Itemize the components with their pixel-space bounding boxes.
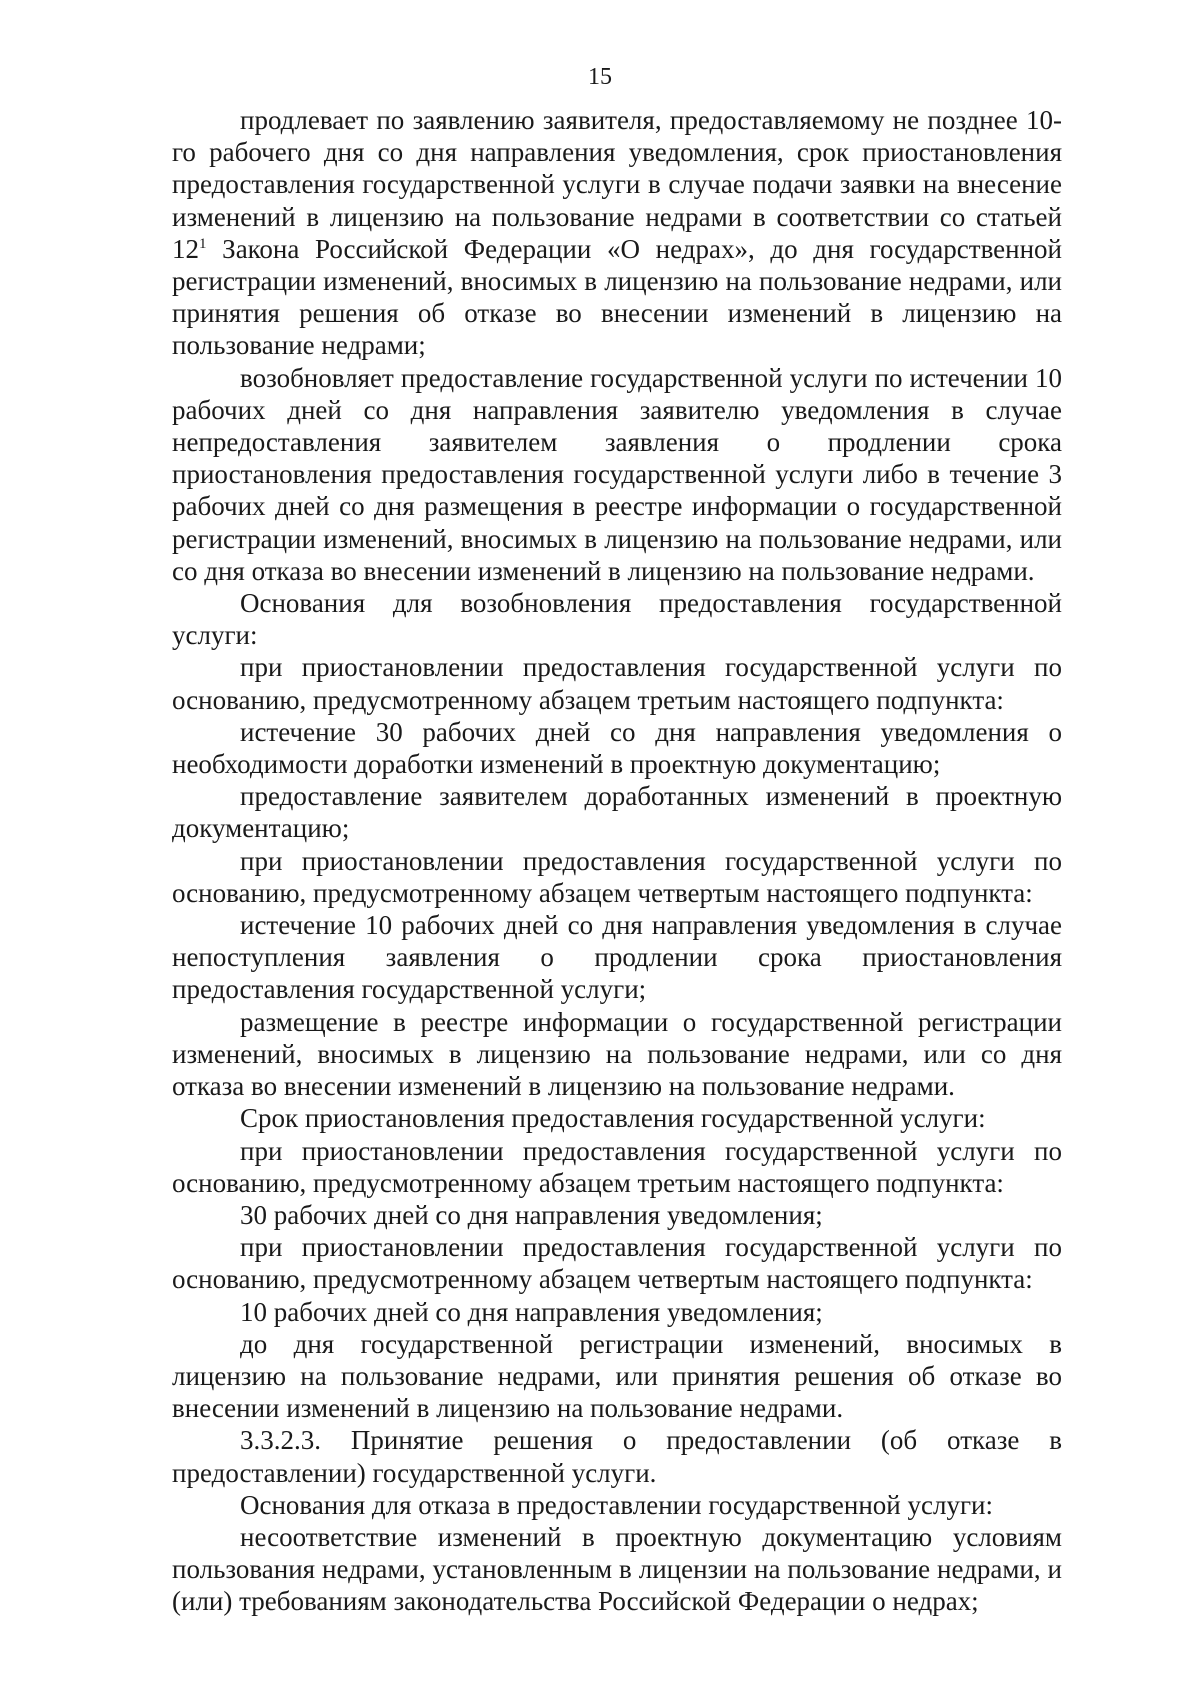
paragraph: при приостановлении предоставления государственной услуги по основанию, предусмотренному абзацем четвертым настоящего подпункта: [172,845,1062,908]
page-number: 15 [588,64,612,90]
paragraph: при приостановлении предоставления государственной услуги по основанию, предусмотренному абзацем третьим настоящего подпункта: [172,652,1062,715]
paragraph: до дня государственной регистрации изменений, вносимых в лицензию на пользование недрами, или принятия решения об отказе во внесении изменений в лицензию на пользование недрами. [172,1328,1062,1424]
paragraph: 10 рабочих дней со дня направления уведомления; [240,1296,823,1327]
paragraph: возобновляет предоставление государственной услуги по истечении 10 рабочих дней со дня направления заявителю уведомления в случае непредоставления заявителем заявления о продлении срока приостановления предоставления государственной услуги либо в течение 3 рабочих дней со дня размещения в реестре информации о государственной регистрации изменений, вносимых в лицензию на пользование недрами, или со дня отказа во внесении изменений в лицензию на пользование недрами. [172,362,1062,586]
paragraph: истечение 10 рабочих дней со дня направления уведомления в случае непоступления заявления о продлении срока приостановления предоставления государственной услуги; [172,910,1062,1005]
document-body [172,104,1062,1618]
paragraph-text-continued: Закона Российской Федерации «О недрах», до дня государственной регистрации изменений, вносимых в лицензию на пользование недрами, или принятия решения об отказе во внесении изменений в лицензию на пользование недрами; [172,233,1062,361]
paragraph: Основания для возобновления предоставления государственной услуги: [172,588,1062,651]
paragraph: истечение 30 рабочих дней со дня направления уведомления о необходимости доработки изменений в проектную документацию; [172,716,1062,780]
paragraph: несоответствие изменений в проектную документацию условиям пользования недрами, установленным в лицензии на пользование недрами, и (или) требованиям законодательства Российской Федерации о недрах; [172,1521,1062,1617]
paragraph: при приостановлении предоставления государственной услуги по основанию, предусмотренному абзацем четвертым настоящего подпункта: [172,1232,1062,1295]
paragraph: 30 рабочих дней со дня направления уведомления; [240,1199,823,1230]
paragraph: Основания для отказа в предоставлении государственной услуги: [240,1489,993,1520]
paragraph: при приостановлении предоставления государственной услуги по основанию, предусмотренному абзацем третьим настоящего подпункта: [172,1135,1062,1198]
paragraph: предоставление заявителем доработанных изменений в проектную документацию; [172,781,1062,844]
superscript-mark: 1 [199,235,207,252]
paragraph: Срок приостановления предоставления государственной услуги: [240,1103,986,1134]
paragraph-text: продлевает по заявлению заявителя, предоставляемому не позднее 10-го рабочего дня со дня направления уведомления, срок приостановления предоставления государственной услуги в случае подачи заявки на внесение изменений в лицензию на пользование недрами в соответствии со статьей 12 [172,105,1062,264]
paragraph: размещение в реестре информации о государственной регистрации изменений, вносимых в лицензию на пользование недрами, или со дня отказа во внесении изменений в лицензию на пользование недрами. [172,1006,1062,1102]
paragraph: 3.3.2.3. Принятие решения о предоставлении (об отказе в предоставлении) государственной услуги. [172,1425,1062,1488]
paragraph [172,104,1062,362]
